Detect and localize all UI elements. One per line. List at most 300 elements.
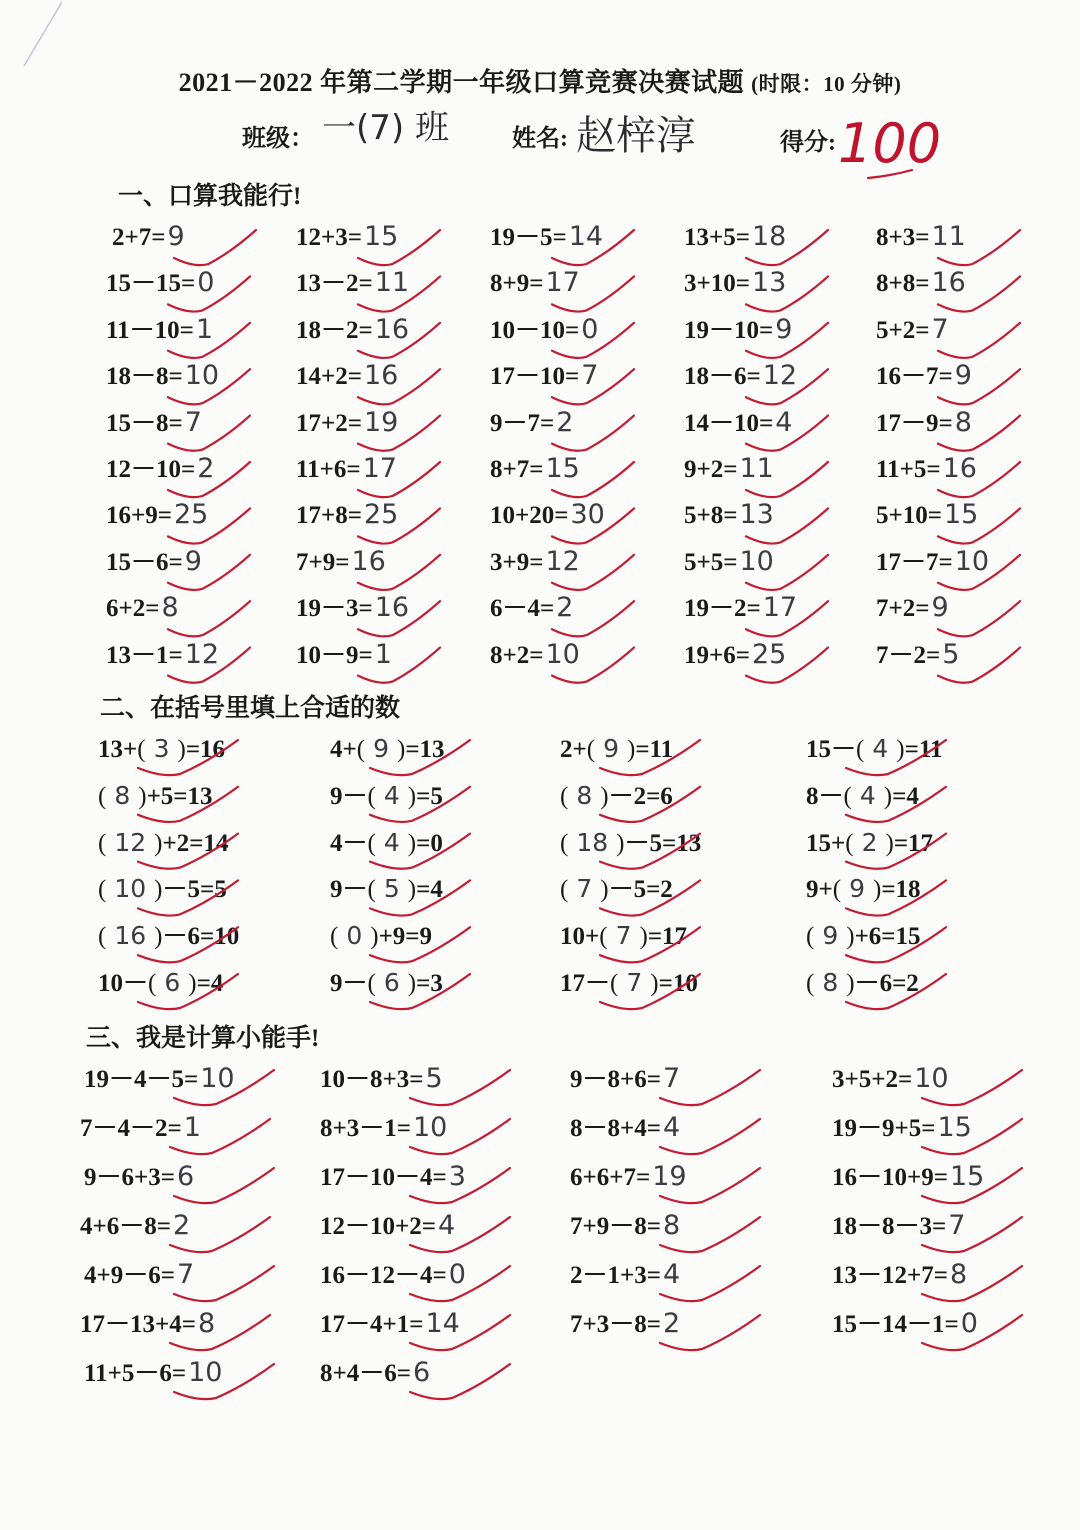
handwritten-answer: 17: [762, 592, 798, 624]
arith-problem: [296, 547, 386, 578]
multi-step-problem: [320, 1260, 466, 1291]
multi-step-problem: [832, 1309, 978, 1340]
problem-expression: 19+6=: [684, 641, 750, 669]
handwritten-answer: 4: [663, 1259, 681, 1290]
check-mark: [938, 601, 1020, 636]
arith-problem: [296, 640, 392, 671]
fill-in-problem: [806, 828, 933, 859]
handwritten-answer: 17: [545, 267, 580, 299]
fill-in-problem: [98, 781, 213, 812]
section-2-heading: 二、在括号里填上合适的数: [100, 695, 401, 722]
close-paren: ): [138, 782, 147, 810]
arith-problem: [296, 268, 409, 299]
expression-suffix: =0: [416, 829, 443, 857]
problem-expression: 17－10=: [490, 363, 580, 391]
class-label: 班级：: [242, 126, 314, 152]
expression-prefix: 15+: [806, 829, 846, 857]
problem-expression: 7+9=: [296, 548, 350, 576]
problem-expression: 17－9=: [876, 409, 953, 437]
open-paren: (: [586, 736, 596, 763]
problem-expression: 19－5=: [490, 224, 567, 251]
handwritten-answer: 9: [849, 874, 865, 904]
problem-expression: 2－1+3=: [570, 1262, 661, 1289]
expression-prefix: 9－: [330, 970, 368, 997]
handwritten-answer: 9: [822, 921, 839, 951]
close-paren: ): [896, 736, 905, 763]
multi-step-problem: [570, 1064, 680, 1095]
problem-expression: 8+4－6=: [320, 1360, 411, 1387]
open-paren: (: [137, 736, 146, 763]
expression-suffix: －6=10: [162, 923, 240, 951]
handwritten-answer: 8: [114, 780, 131, 810]
handwritten-answer: 5: [425, 1063, 443, 1094]
page-title: [0, 62, 1080, 99]
score-label: 得分:: [780, 130, 836, 156]
handwritten-answer: 19: [652, 1161, 687, 1192]
score-value: 100: [838, 112, 942, 175]
problem-expression: 5+5=: [684, 548, 738, 576]
close-paren: ): [883, 782, 893, 810]
handwritten-answer: 14: [425, 1308, 460, 1339]
handwritten-answer: 6: [413, 1357, 431, 1388]
open-paren: (: [367, 970, 376, 997]
handwritten-answer: 10: [739, 545, 774, 577]
handwritten-answer: 4: [859, 780, 876, 810]
handwritten-answer: 1: [183, 1112, 201, 1143]
expression-prefix: 10+: [560, 923, 600, 951]
problem-expression: 7+2=: [876, 595, 930, 623]
handwritten-answer: 10: [188, 1357, 223, 1388]
problem-expression: 19－4－5=: [84, 1066, 199, 1093]
close-paren: ): [650, 970, 659, 997]
handwritten-answer: 15: [937, 1112, 972, 1143]
arith-problem: [876, 268, 966, 299]
problem-expression: 17+2=: [296, 409, 362, 437]
handwritten-answer: 18: [752, 221, 787, 252]
fill-in-problem: [98, 734, 225, 765]
arith-problem: [684, 547, 774, 578]
problem-expression: 6－4=: [490, 595, 555, 623]
open-paren: (: [610, 970, 619, 997]
problem-expression: 11+6=: [296, 456, 361, 483]
handwritten-answer: 2: [556, 592, 574, 624]
multi-step-problem: [832, 1162, 984, 1193]
problem-expression: 13－2=: [296, 270, 373, 298]
problem-expression: 18－8－3=: [832, 1213, 947, 1240]
problem-expression: 19－9+5=: [832, 1115, 936, 1142]
handwritten-answer: 4: [383, 827, 400, 857]
problem-expression: 9－7=: [490, 409, 555, 437]
close-paren: ): [188, 970, 197, 997]
problem-expression: 13－1=: [106, 641, 183, 669]
open-paren: (: [356, 736, 366, 763]
fill-in-problem: [98, 828, 228, 859]
problem-expression: 15－8=: [106, 409, 183, 437]
expression-suffix: =4: [892, 782, 919, 810]
problem-expression: 3+5+2=: [832, 1066, 913, 1093]
close-paren: ): [872, 876, 882, 904]
open-paren: (: [367, 782, 376, 810]
fill-in-problem: [806, 734, 942, 765]
expression-prefix: 10－: [98, 970, 149, 997]
problem-expression: 19－3=: [296, 595, 373, 623]
multi-step-problem: [570, 1260, 680, 1291]
close-paren: ): [407, 970, 417, 997]
fill-in-problem: [560, 781, 673, 812]
arith-problem: [490, 547, 580, 578]
arith-problem: [296, 222, 398, 253]
handwritten-answer: 7: [931, 313, 949, 345]
problem-expression: 17－10－4=: [320, 1164, 447, 1191]
handwritten-answer: 8: [576, 780, 593, 810]
problem-expression: 12－10=: [106, 456, 196, 483]
multi-step-problem: [80, 1211, 190, 1242]
problem-expression: 13+5=: [684, 224, 750, 251]
fill-in-problem: [560, 828, 701, 859]
problem-expression: 5+10=: [876, 502, 942, 530]
close-paren: ): [407, 829, 417, 857]
arith-problem: [296, 593, 409, 624]
open-paren: (: [560, 782, 569, 810]
section-1-heading: 一、口算我能行!: [118, 183, 302, 210]
handwritten-answer: 25: [364, 499, 399, 531]
arith-problem: [876, 315, 949, 346]
problem-expression: 8+3=: [876, 224, 930, 251]
problem-expression: 19－10=: [684, 316, 774, 344]
problem-expression: 7－2=: [876, 641, 941, 669]
problem-expression: 9+2=: [684, 456, 738, 483]
arith-problem: [876, 454, 977, 485]
expression-prefix: 9－: [330, 876, 368, 904]
multi-step-problem: [320, 1211, 455, 1242]
arith-problem: [684, 593, 797, 624]
open-paren: (: [367, 829, 376, 857]
problem-expression: 4+9－6=: [84, 1262, 175, 1289]
arith-problem: [684, 640, 786, 671]
section-3-heading: 三、我是计算小能手!: [86, 1025, 320, 1052]
open-paren: (: [148, 970, 157, 997]
expression-suffix: －5=5: [162, 876, 227, 904]
close-paren: ): [639, 923, 648, 951]
handwritten-answer: 7: [576, 874, 593, 904]
handwritten-answer: 4: [663, 1112, 681, 1143]
handwritten-answer: 30: [570, 499, 605, 531]
expression-prefix: 4+: [330, 736, 357, 763]
arith-problem: [684, 454, 774, 485]
problem-expression: 8－8+4=: [570, 1115, 661, 1142]
name-label: 姓名:: [512, 126, 568, 152]
handwritten-answer: 6: [383, 968, 400, 997]
multi-step-problem: [320, 1309, 460, 1340]
handwritten-answer: 15: [364, 221, 399, 252]
problem-expression: 9－8+6=: [570, 1066, 661, 1093]
handwritten-answer: 8: [198, 1308, 216, 1339]
corner-pencil-line: [18, 0, 64, 70]
handwritten-answer: 7: [663, 1063, 681, 1094]
handwritten-answer: 2: [197, 453, 215, 484]
problem-expression: 17－13+4=: [80, 1311, 196, 1338]
problem-expression: 12－10+2=: [320, 1213, 436, 1240]
check-mark: [168, 601, 250, 636]
problem-expression: 12+3=: [296, 224, 362, 251]
open-paren: (: [367, 876, 376, 904]
arith-problem: [490, 361, 598, 392]
problem-expression: 15－6=: [106, 548, 183, 576]
handwritten-answer: 0: [197, 267, 215, 299]
fill-in-problem: [330, 781, 443, 812]
expression-prefix: 15－: [806, 736, 857, 763]
expression-suffix: =18: [881, 876, 921, 904]
problem-expression: 8+7=: [490, 456, 544, 483]
open-paren: (: [845, 829, 854, 857]
problem-expression: 7+9－8=: [570, 1213, 661, 1240]
problem-expression: 13－12+7=: [832, 1262, 948, 1289]
expression-suffix: －2=6: [608, 782, 673, 810]
handwritten-answer: 16: [931, 267, 966, 299]
problem-expression: 10－10=: [490, 316, 580, 344]
expression-suffix: +6=15: [854, 923, 921, 951]
handwritten-answer: 0: [448, 1259, 466, 1290]
problem-expression: 5+8=: [684, 502, 738, 530]
multi-step-problem: [84, 1162, 194, 1193]
arith-problem: [296, 408, 398, 439]
arith-problem: [490, 500, 605, 531]
problem-expression: 5+2=: [876, 316, 930, 344]
open-paren: (: [98, 923, 107, 951]
problem-expression: 14+2=: [296, 363, 362, 391]
open-paren: (: [330, 923, 339, 951]
fill-in-problem: [330, 874, 443, 905]
arith-problem: [684, 222, 786, 253]
handwritten-answer: 1: [374, 638, 392, 670]
multi-step-problem: [80, 1309, 215, 1340]
arith-problem: [876, 593, 949, 624]
expression-suffix: =4: [196, 970, 224, 997]
open-paren: (: [806, 923, 815, 951]
multi-step-problem: [570, 1211, 680, 1242]
expression-suffix: －6=2: [854, 970, 919, 997]
problem-expression: 8+8=: [876, 270, 930, 298]
handwritten-answer: 7: [581, 360, 599, 392]
fill-in-problem: [330, 968, 443, 999]
arith-problem: [490, 454, 580, 485]
handwritten-answer: 4: [383, 780, 400, 810]
problem-expression: 8+3－1=: [320, 1115, 411, 1142]
handwritten-answer: 4: [872, 734, 889, 763]
handwritten-answer: 2: [173, 1210, 191, 1241]
arith-problem: [490, 593, 573, 624]
handwritten-answer: 11: [739, 453, 774, 484]
expression-suffix: =16: [185, 736, 226, 763]
multi-step-problem: [84, 1064, 235, 1095]
problem-expression: 11－10=: [106, 316, 194, 344]
fill-in-problem: [98, 874, 227, 905]
close-paren: ): [370, 923, 379, 951]
handwritten-answer: 9: [373, 734, 389, 763]
fill-in-problem: [560, 968, 698, 999]
multi-step-problem: [832, 1260, 967, 1291]
multi-step-problem: [832, 1064, 949, 1095]
arith-problem: [296, 500, 398, 531]
close-paren: ): [600, 876, 609, 904]
expression-suffix: =10: [658, 970, 698, 997]
arith-problem: [490, 315, 598, 346]
handwritten-answer: 12: [114, 827, 147, 857]
problem-expression: 6+2=: [106, 595, 160, 623]
check-mark: [938, 323, 1020, 358]
problem-expression: 18－8=: [106, 363, 183, 391]
expression-prefix: 17－: [560, 970, 611, 997]
problem-expression: 3+9=: [490, 548, 544, 576]
handwritten-answer: 10: [184, 360, 220, 392]
fill-in-problem: [98, 921, 239, 952]
handwritten-answer: 15: [950, 1161, 985, 1192]
handwritten-answer: 2: [861, 827, 878, 857]
handwritten-answer: 10: [914, 1063, 949, 1094]
handwritten-answer: 11: [931, 221, 966, 252]
fill-in-problem: [560, 874, 673, 905]
close-paren: ): [407, 782, 417, 810]
problem-expression: 6+6+7=: [570, 1164, 651, 1191]
title-text: 2021－2022 年第二学期一年级口算竞赛决赛试题: [178, 68, 745, 97]
handwritten-answer: 18: [576, 827, 609, 857]
problem-expression: 16－12－4=: [320, 1262, 447, 1289]
expression-suffix: +9=9: [378, 923, 433, 951]
handwritten-answer: 7: [948, 1210, 966, 1241]
handwritten-answer: 0: [581, 313, 599, 345]
arith-problem: [876, 500, 978, 531]
multi-step-problem: [320, 1162, 466, 1193]
problem-expression: 10－8+3=: [320, 1066, 424, 1093]
handwritten-answer: 9: [167, 221, 185, 252]
handwritten-answer: 10: [200, 1063, 235, 1094]
expression-suffix: －5=13: [624, 829, 702, 857]
fill-in-problem: [806, 781, 919, 812]
check-mark: [174, 230, 256, 265]
arith-problem: [876, 547, 989, 578]
handwritten-answer: 25: [174, 499, 209, 531]
expression-suffix: +2=14: [162, 829, 229, 857]
handwritten-answer: 8: [822, 968, 839, 997]
arith-problem: [106, 454, 214, 485]
close-paren: ): [154, 876, 163, 904]
handwritten-answer: 3: [448, 1161, 466, 1192]
handwritten-answer: 9: [603, 734, 619, 763]
handwritten-answer: 16: [374, 313, 410, 345]
handwritten-answer: 5: [942, 638, 960, 670]
close-paren: ): [616, 829, 625, 857]
expression-suffix: －5=2: [608, 876, 673, 904]
arith-problem: [106, 500, 208, 531]
expression-suffix: =4: [416, 876, 443, 904]
fill-in-problem: [806, 968, 919, 999]
handwritten-answer: 0: [960, 1308, 978, 1339]
arith-problem: [490, 640, 580, 671]
arith-problem: [106, 640, 219, 671]
arith-problem: [684, 361, 797, 392]
arith-problem: [876, 640, 959, 671]
handwritten-answer: 13: [739, 499, 774, 531]
handwritten-answer: 16: [351, 545, 386, 577]
fill-in-problem: [98, 968, 223, 999]
expression-prefix: 8－: [806, 782, 844, 810]
arith-problem: [106, 268, 214, 299]
handwritten-answer: 16: [374, 592, 410, 624]
multi-step-problem: [832, 1113, 972, 1144]
problem-expression: 8+9=: [490, 270, 544, 298]
name-value: 赵梓淳: [576, 113, 696, 159]
handwritten-answer: 0: [346, 921, 363, 951]
handwritten-answer: 8: [950, 1259, 968, 1290]
arith-problem: [490, 222, 603, 253]
open-paren: (: [832, 876, 842, 904]
multi-step-problem: [84, 1358, 222, 1389]
open-paren: (: [806, 970, 815, 997]
open-paren: (: [560, 829, 569, 857]
expression-suffix: =17: [647, 923, 688, 951]
problem-expression: 15－15=: [106, 270, 196, 298]
expression-suffix: +5=13: [146, 782, 213, 810]
close-paren: ): [600, 782, 609, 810]
handwritten-answer: 9: [775, 313, 793, 345]
handwritten-answer: 9: [931, 592, 949, 624]
handwritten-answer: 8: [161, 592, 179, 624]
handwritten-answer: 4: [775, 406, 793, 438]
close-paren: ): [846, 923, 855, 951]
open-paren: (: [843, 782, 852, 810]
problem-expression: 14－10=: [684, 409, 774, 437]
handwritten-answer: 7: [615, 921, 632, 951]
multi-step-problem: [84, 1260, 194, 1291]
problem-expression: 17－4+1=: [320, 1311, 424, 1338]
problem-expression: 8+2=: [490, 641, 544, 669]
close-paren: ): [407, 876, 417, 904]
multi-step-problem: [320, 1358, 430, 1389]
fill-in-problem: [330, 828, 443, 859]
expression-suffix: =11: [635, 736, 674, 763]
problem-expression: 11+5=: [876, 456, 941, 483]
expression-prefix: 4－: [330, 829, 368, 857]
expression-suffix: =11: [904, 736, 943, 763]
fill-in-problem: [806, 874, 921, 905]
close-paren: ): [154, 829, 163, 857]
multi-step-problem: [320, 1064, 443, 1095]
problem-expression: 7－4－2=: [80, 1115, 182, 1142]
handwritten-answer: 25: [752, 638, 787, 670]
fill-in-problem: [330, 734, 445, 765]
time-limit: (时限：10 分钟): [751, 72, 902, 96]
handwritten-answer: 10: [954, 545, 990, 577]
arith-problem: [684, 315, 792, 346]
arith-problem: [106, 408, 202, 439]
handwritten-answer: 10: [114, 874, 147, 904]
problem-expression: 4+6－8=: [80, 1213, 171, 1240]
close-paren: ): [885, 829, 894, 857]
expression-prefix: 9+: [806, 876, 833, 904]
arith-problem: [490, 268, 580, 299]
problem-expression: 16－7=: [876, 363, 953, 391]
handwritten-answer: 7: [626, 968, 643, 997]
handwritten-answer: 8: [954, 406, 972, 438]
handwritten-answer: 8: [663, 1210, 681, 1241]
handwritten-answer: 11: [374, 267, 410, 299]
handwritten-answer: 19: [364, 406, 399, 438]
open-paren: (: [98, 829, 107, 857]
open-paren: (: [599, 923, 608, 951]
close-paren: ): [154, 923, 163, 951]
handwritten-answer: 3: [153, 734, 170, 763]
handwritten-answer: 10: [413, 1112, 448, 1143]
